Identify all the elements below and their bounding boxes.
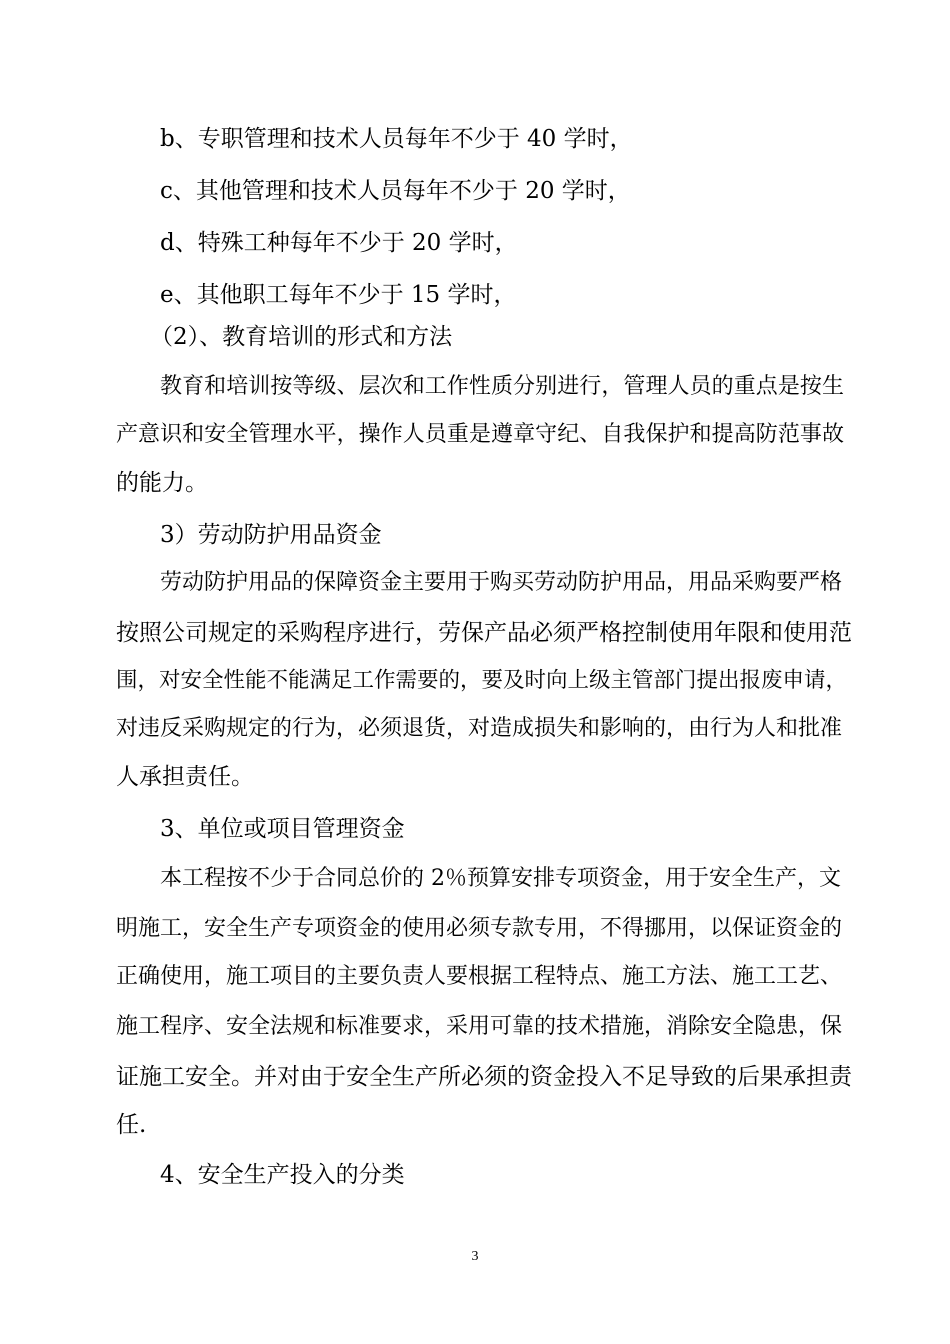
paragraph-line: 按照公司规定的采购程序进行，劳保产品必须严格控制使用年限和使用范 (116, 620, 852, 646)
paragraph-line: 明施工，安全生产专项资金的使用必须专款专用，不得挪用，以保证资金的 (116, 916, 843, 941)
paragraph-line: 的能力。 (116, 470, 208, 496)
paragraph-line: 施工程序、安全法规和标准要求，采用可靠的技术措施，消除安全隐患，保 (116, 1014, 843, 1039)
paragraph-line: 围，对安全性能不能满足工作需要的，要及时向上级主管部门提出报废申请， (116, 668, 848, 693)
paragraph-line: 任. (116, 1112, 147, 1138)
section-heading-management-funds: 3、单位或项目管理资金 (160, 816, 405, 842)
page-number: 3 (471, 1249, 479, 1264)
paragraph-line: 人承担责任。 (116, 764, 254, 790)
paragraph-line: 对违反采购规定的行为，必须退货，对造成损失和影响的，由行为人和批准 (116, 716, 843, 741)
paragraph-line: 正确使用，施工项目的主要负责人要根据工程特点、施工方法、施工工艺、 (116, 964, 843, 989)
section-heading-investment-categories: 4、安全生产投入的分类 (160, 1162, 405, 1188)
section-heading-protective-equipment: 3）劳动防护用品资金 (160, 522, 382, 548)
paragraph-line: 教育和培训按等级、层次和工作性质分别进行，管理人员的重点是按生 (160, 374, 844, 399)
section-heading-training-methods: （2）、教育培训的形式和方法 (150, 324, 453, 350)
paragraph-line: 证施工安全。并对由于安全生产所必须的资金投入不足导致的后果承担责 (116, 1064, 852, 1090)
paragraph-line: 本工程按不少于合同总价的 2％预算安排专项资金，用于安全生产，文 (160, 866, 841, 891)
list-item-e: e、其他职工每年不少于 15 学时， (160, 282, 517, 308)
list-item-c: c、其他管理和技术人员每年不少于 20 学时， (160, 178, 631, 204)
paragraph-line: 产意识和安全管理水平，操作人员重是遵章守纪、自我保护和提高防范事故 (116, 422, 844, 447)
paragraph-line: 劳动防护用品的保障资金主要用于购买劳动防护用品，用品采购要严格 (160, 570, 843, 595)
list-item-b: b、专职管理和技术人员每年不少于 40 学时， (160, 126, 633, 152)
list-item-d: d、特殊工种每年不少于 20 学时， (160, 230, 518, 256)
